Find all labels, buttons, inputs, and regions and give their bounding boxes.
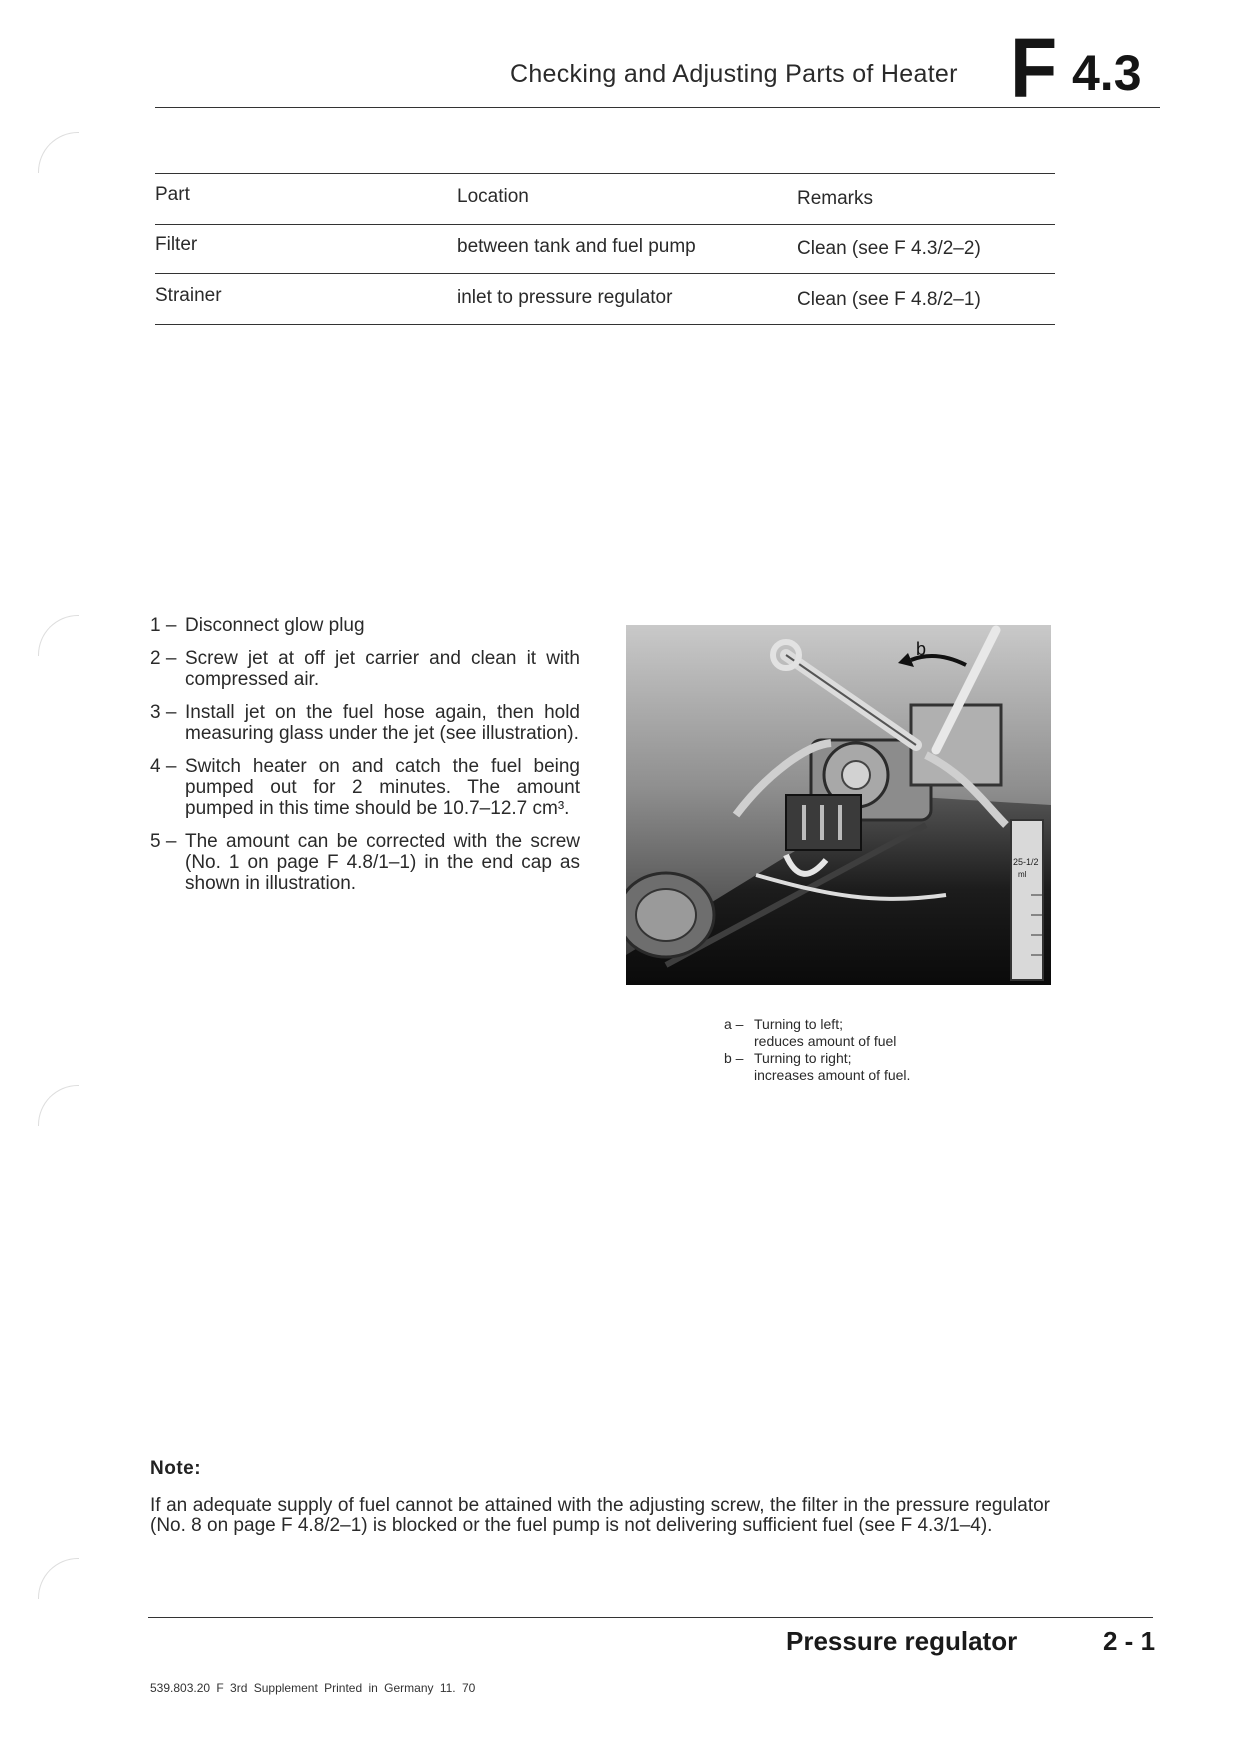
section-letter: F [1010,21,1058,115]
procedure-steps [150,615,580,906]
step-number: 1 – [150,615,177,636]
note-heading: Note: [150,1458,202,1479]
legend-item [724,1016,910,1050]
footer-rule [148,1617,1153,1618]
table-cell-remarks: Clean (see F 4.3/2–2) [797,238,981,259]
table-header-remarks: Remarks [797,188,874,209]
legend-key: a – [724,1016,744,1032]
glass-unit-label: ml [1018,870,1027,879]
step-number: 5 – [150,831,177,852]
margin-mark [38,1085,79,1126]
table-cell-location: inlet to pressure regulator [457,287,673,308]
step-text: Switch heater on and catch the fuel being pumped out for 2 minutes. The amount pumped in this time should be 10.7–12.7 cm³. [185,756,580,819]
footer-section-title: Pressure regulator [786,1626,1018,1656]
legend-text: increases amount of fuel. [754,1067,911,1083]
table-cell-location: between tank and fuel pump [457,236,696,257]
table-header-location: Location [457,186,529,207]
step-text: Disconnect glow plug [185,615,365,636]
step-item [150,831,580,894]
fuel-measurement-photo [626,625,1051,985]
legend-item [724,1050,910,1084]
page-title: Checking and Adjusting Parts of Heater [510,60,958,88]
step-text: Screw jet at off jet carrier and clean it with compressed air. [185,648,580,690]
legend-text: reduces amount of fuel [754,1033,897,1049]
table-cell-part: Strainer [155,285,222,306]
step-item [150,756,580,819]
margin-mark [38,132,79,173]
step-number: 4 – [150,756,177,777]
step-number: 3 – [150,702,177,723]
step-item [150,615,580,636]
step-text: Install jet on the fuel hose again, then hold measuring glass under the jet (see illustration). [185,702,580,744]
step-item [150,702,580,744]
table-cell-remarks: Clean (see F 4.8/2–1) [797,289,981,310]
table-rule [155,324,1055,325]
section-number: 4.3 [1072,45,1142,101]
margin-mark [38,1558,79,1599]
legend-text: Turning to left; [754,1016,843,1032]
glass-scale-label: 25-1/2 [1013,857,1039,867]
page-number: 2 - 1 [1103,1626,1156,1656]
table-rule [155,273,1055,274]
margin-mark [38,615,79,656]
step-item [150,648,580,690]
table-cell-part: Filter [155,234,198,255]
note-text: If an adequate supply of fuel cannot be attained with the adjusting screw, the filter in the pressure regulator (No. 8 on page F 4.8/2–1) is blocked or the fuel pump is not delivering sufficient fuel (see F 4.3/1–4). [150,1495,1050,1536]
photo-legend [724,1016,910,1084]
table-rule [155,224,1055,225]
table-rule [155,173,1055,174]
legend-key: b – [724,1050,744,1066]
print-info: 539.803.20 F 3rd Supplement Printed in Germany 11. 70 [150,1681,476,1695]
step-text: The amount can be corrected with the screw (No. 1 on page F 4.8/1–1) in the end cap as shown in illustration. [185,831,580,894]
step-number: 2 – [150,648,177,669]
arrow-label-b: b [916,639,927,659]
legend-text: Turning to right; [754,1050,852,1066]
photo-illustration [626,625,1051,985]
table-header-part: Part [155,184,190,205]
header-rule [155,107,1160,108]
